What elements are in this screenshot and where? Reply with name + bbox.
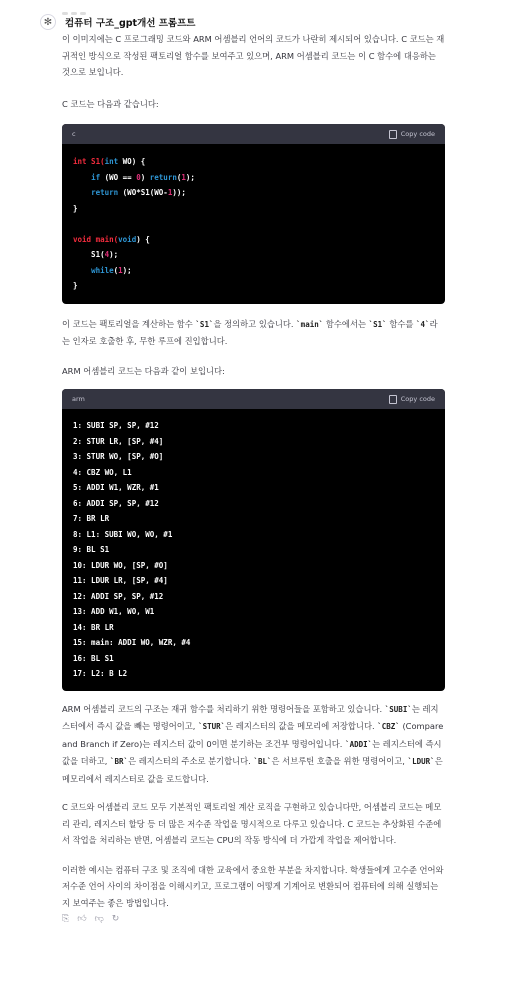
code-token: int S1( bbox=[73, 157, 105, 166]
inline-code: `SUBI` bbox=[384, 704, 412, 714]
code-token bbox=[73, 188, 91, 197]
code-line bbox=[73, 232, 434, 248]
code-line: 16: BL S1 bbox=[73, 653, 114, 663]
code-line: 7: BR LR bbox=[73, 514, 110, 523]
inline-code: `S1` bbox=[368, 319, 387, 329]
code-token: (WO*S1(WO- bbox=[118, 188, 168, 197]
regenerate-icon[interactable]: ↻ bbox=[111, 914, 120, 924]
code-token: } bbox=[73, 281, 78, 290]
copy-code-button[interactable] bbox=[389, 130, 435, 139]
inline-code: `BL` bbox=[253, 757, 272, 766]
code-token: ); bbox=[109, 250, 119, 259]
code-token: ( bbox=[176, 172, 182, 182]
text-run: (Compare and Branch if Zero)는 레지스터 값이 0이면 분기하는 조건부 명령어입니다. bbox=[62, 721, 444, 749]
code-line bbox=[73, 154, 434, 170]
code-token: 4 bbox=[104, 250, 110, 259]
code-line: 5: ADDI W1, WZR, #1 bbox=[73, 483, 159, 492]
code-token: void main( bbox=[73, 234, 119, 244]
code-token: 1 bbox=[167, 188, 173, 197]
inline-code: `CBZ` bbox=[377, 722, 400, 731]
code-line: 12: ADDI SP, SP, #12 bbox=[73, 591, 164, 601]
conclusion-paragraph: 이러한 예시는 컴퓨터 구조 및 조직에 대한 교육에서 중요한 부분을 차지합니다. 학생들에게 고수준 언어와 저수준 언어 사이의 차이점을 이해시키고, 프로그램이 어떻게 기계어로 변환되어 컴퓨터에 의해 실행되는지 보여주는 좋은 방법입니다. bbox=[62, 864, 444, 908]
inline-code: `4` bbox=[416, 319, 430, 329]
code-language-label: c bbox=[72, 130, 76, 138]
code-language-label: arm bbox=[72, 395, 85, 403]
code-line: 15: main: ADDI WO, WZR, #4 bbox=[73, 638, 191, 647]
message-header bbox=[40, 14, 195, 30]
gpt-logo-icon: ✻ bbox=[40, 14, 56, 30]
inline-code: `S1` bbox=[195, 319, 214, 329]
code-line: 14: BR LR bbox=[73, 622, 114, 632]
code-token: int bbox=[104, 157, 119, 166]
code-line: 4: CBZ WO, L1 bbox=[73, 467, 132, 477]
code-token: } bbox=[73, 203, 78, 213]
code-token: 0 bbox=[136, 172, 141, 182]
text-run: 함수를 bbox=[386, 318, 417, 329]
text-run: 이 코드는 팩토리얼을 계산하는 함수 bbox=[62, 318, 196, 329]
code-token: WO) { bbox=[118, 157, 146, 166]
clipboard-icon bbox=[389, 395, 397, 404]
code-line bbox=[73, 247, 434, 263]
code-line bbox=[73, 185, 434, 201]
text-run: 함수에서는 bbox=[323, 318, 369, 329]
c-explain-paragraph bbox=[62, 316, 445, 350]
arm-intro-paragraph: ARM 어셈블리 코드는 다음과 같이 보입니다: bbox=[62, 365, 225, 376]
arm-code-block bbox=[62, 389, 445, 691]
code-token: return bbox=[149, 172, 177, 182]
code-line bbox=[73, 201, 434, 217]
inline-code: `STUR` bbox=[198, 722, 226, 731]
text-run: 는 레지스터에서 즉시 값을 빼는 명령어이고, bbox=[62, 703, 439, 731]
text-run: 을 정의하고 있습니다. bbox=[213, 318, 297, 329]
inline-code: `BR` bbox=[110, 757, 129, 766]
intro-paragraph: 이 이미지에는 C 프로그래밍 코드와 ARM 어셈블리 언어의 코드가 나란히 제시되어 있습니다. C 코드는 재귀적인 방식으로 작성된 팩토리얼 함수를 보여주고 있으며, ARM 어셈블리 코드는 이 C 함수에 대응하는 것으로 보입니다. bbox=[62, 34, 445, 77]
c-intro-paragraph: C 코드는 다음과 같습니다: bbox=[62, 98, 159, 109]
code-line: 17: L2: B L2 bbox=[73, 669, 128, 678]
code-token: ( bbox=[113, 265, 119, 275]
c-code-body bbox=[62, 144, 445, 304]
inline-code: `main` bbox=[296, 319, 324, 329]
code-token: )); bbox=[172, 188, 186, 197]
code-line: 2: STUR LR, [SP, #4] bbox=[73, 436, 164, 446]
code-token: ); bbox=[122, 265, 132, 275]
message-title: 컴퓨터 구조_gpt개선 프롬프트 bbox=[65, 18, 196, 29]
text-run: 은 서브루틴 호출을 위한 명령어이고, bbox=[271, 756, 408, 766]
text-run: 은 레지스터의 주소로 분기합니다. bbox=[128, 756, 254, 766]
code-token: 1 bbox=[118, 265, 123, 275]
code-header bbox=[62, 389, 445, 409]
inline-code: `LDUR` bbox=[407, 757, 435, 766]
feedback-bar bbox=[62, 914, 445, 924]
code-line: 9: BL S1 bbox=[73, 545, 110, 554]
message-content bbox=[62, 31, 445, 924]
text-run: 는 레지스터에 즉시 값을 더하고, bbox=[62, 738, 442, 766]
text-run: ARM 어셈블리 코드의 구조는 재귀 함수를 처리하기 위한 명령어들을 포함하고 있습니다. bbox=[62, 703, 385, 714]
code-token: return bbox=[91, 188, 119, 197]
code-line bbox=[73, 170, 434, 186]
code-token bbox=[73, 266, 91, 275]
code-token: 1 bbox=[181, 172, 186, 182]
code-header bbox=[62, 124, 445, 144]
code-token: void bbox=[118, 234, 137, 244]
top-decoration bbox=[62, 0, 102, 5]
code-line: 10: LDUR WO, [SP, #O] bbox=[73, 560, 168, 570]
code-line: 13: ADD W1, WO, W1 bbox=[73, 607, 155, 616]
c-code-block bbox=[62, 124, 445, 304]
code-line bbox=[73, 278, 434, 294]
code-line: 1: SUBI SP, SP, #12 bbox=[73, 421, 159, 430]
code-token: if bbox=[91, 172, 101, 182]
thumbs-up-icon[interactable]: 👍︎ bbox=[77, 914, 87, 924]
code-token: S1( bbox=[73, 250, 105, 259]
code-line: 6: ADDI SP, SP, #12 bbox=[73, 498, 159, 508]
text-run: 라는 인자로 호출한 후, 무한 루프에 진입합니다. bbox=[62, 318, 438, 346]
code-token: while bbox=[91, 265, 114, 275]
compare-paragraph: C 코드와 어셈블리 코드 모두 기본적인 팩토리얼 계산 로직을 구현하고 있습니다만, 어셈블리 코드는 메모리 관리, 레지스터 할당 등 더 많은 저수준 작업을 명시적으로 다루고 있습니다. C 코드는 추상화된 수준에서 작업을 처리하는 반면, 어셈블리 코드는 CPU의 작동 방식에 더 가깝게 작업을 제어합니다. bbox=[62, 802, 442, 845]
arm-code-body bbox=[62, 409, 445, 691]
code-token: ) bbox=[140, 172, 150, 182]
code-token bbox=[73, 173, 91, 182]
clipboard-icon bbox=[389, 130, 397, 139]
code-token: ); bbox=[185, 172, 195, 182]
code-token: (WO == bbox=[100, 172, 137, 182]
text-run: 은 메모리에서 레지스터로 값을 로드합니다. bbox=[62, 756, 443, 784]
copy-code-button[interactable] bbox=[389, 395, 435, 404]
thumbs-down-icon[interactable]: 👎︎ bbox=[94, 914, 104, 924]
copy-icon[interactable]: ⎘ bbox=[62, 914, 70, 924]
copy-code-label: Copy code bbox=[400, 395, 435, 403]
code-line bbox=[73, 216, 434, 232]
inline-code: `ADDI` bbox=[345, 739, 373, 749]
copy-code-label: Copy code bbox=[400, 130, 435, 138]
arm-explain-paragraph bbox=[62, 701, 445, 788]
code-line bbox=[73, 263, 434, 279]
code-line: 11: LDUR LR, [SP, #4] bbox=[73, 576, 168, 585]
text-run: 은 레지스터의 값을 메모리에 저장합니다. bbox=[225, 721, 378, 731]
code-line: 3: STUR WO, [SP, #O] bbox=[73, 452, 164, 461]
code-line: 8: L1: SUBI WO, WO, #1 bbox=[73, 529, 173, 539]
code-token: ) { bbox=[136, 234, 150, 244]
